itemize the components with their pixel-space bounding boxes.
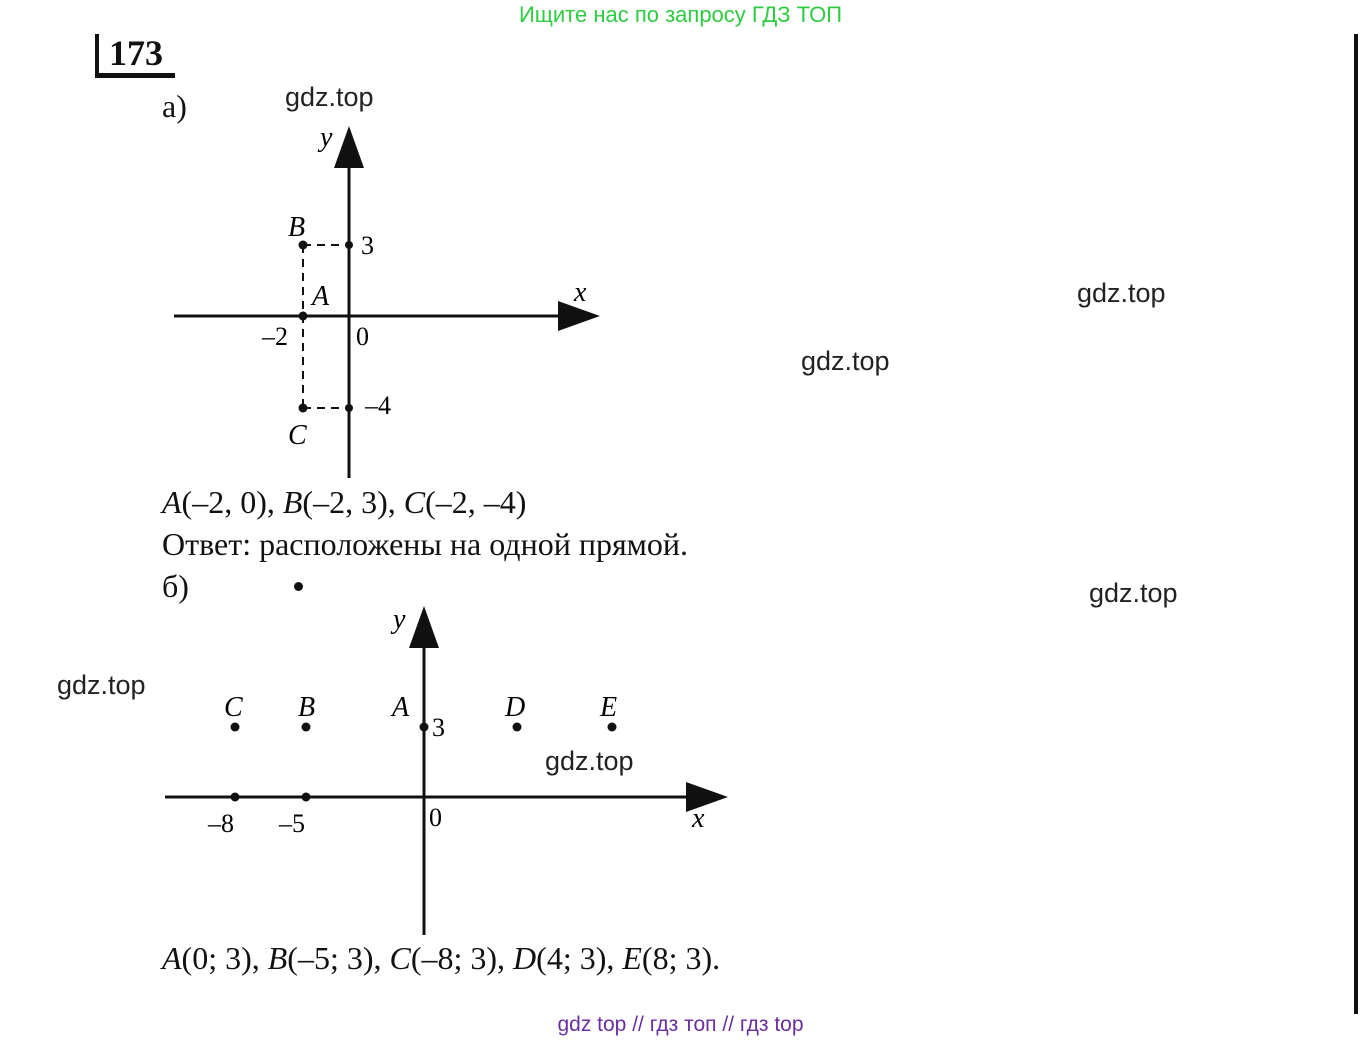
graph-a-label-origin: 0 <box>356 322 369 351</box>
graph-b-point-c <box>231 723 240 732</box>
graph-b-tick-x2: –5 <box>279 809 305 838</box>
graph-b-point-b <box>302 723 311 732</box>
part-a-label: а) <box>162 88 187 124</box>
graph-b-name-a: A <box>392 692 410 723</box>
graph-b-tick-mark-neg8 <box>231 793 240 802</box>
watermark: gdz.top <box>57 670 146 700</box>
watermark: gdz.top <box>1077 278 1166 308</box>
footer-links[interactable]: gdz top // гдз топ // гдз top <box>557 1013 804 1036</box>
watermark: gdz.top <box>545 746 634 776</box>
graph-b-label-x: x <box>692 803 705 834</box>
promo-banner[interactable]: Ищите нас по запросу ГДЗ ТОП <box>518 2 843 27</box>
graph-b-tick-mark-neg5 <box>302 793 311 802</box>
part-b-label: б) <box>162 568 189 604</box>
graph-a-name-a: A <box>312 281 330 312</box>
watermark: gdz.top <box>801 346 890 376</box>
part-b-points: A(0; 3), B(–5; 3), C(–8; 3), D(4; 3), E(8; 3). <box>162 940 721 976</box>
graph-b-label-y: y <box>393 604 406 635</box>
graph-a-name-b: B <box>288 212 306 243</box>
graph-a-label-y: y <box>320 122 333 153</box>
graph-a-tick-y-neg: –4 <box>365 391 391 420</box>
watermark: gdz.top <box>1089 578 1178 608</box>
graph-a-tick-y-pos: 3 <box>361 231 374 260</box>
graph-a-name-c: C <box>288 420 307 451</box>
watermark: gdz.top <box>285 82 374 112</box>
graph-b-name-b: B <box>298 692 316 723</box>
graph-b-point-a <box>420 723 429 732</box>
graph-b-tick-x1: –8 <box>208 809 234 838</box>
part-a-answer: Ответ: расположены на одной прямой. <box>162 526 689 562</box>
graph-a-label-x: x <box>574 277 587 308</box>
graph-b-name-d: D <box>505 692 526 723</box>
graph-b-name-e: E <box>600 692 618 723</box>
graph-b-name-c: C <box>224 692 243 723</box>
graph-b-point-d <box>513 723 522 732</box>
part-a-points: A(–2, 0), B(–2, 3), C(–2, –4) <box>162 484 527 520</box>
graph-b-label-origin: 0 <box>429 803 442 832</box>
problem-number: 173 <box>109 33 163 73</box>
graph-b-tick-y: 3 <box>432 713 445 742</box>
graph-a-tick-x: –2 <box>262 322 288 351</box>
graph-b-point-e <box>608 723 617 732</box>
